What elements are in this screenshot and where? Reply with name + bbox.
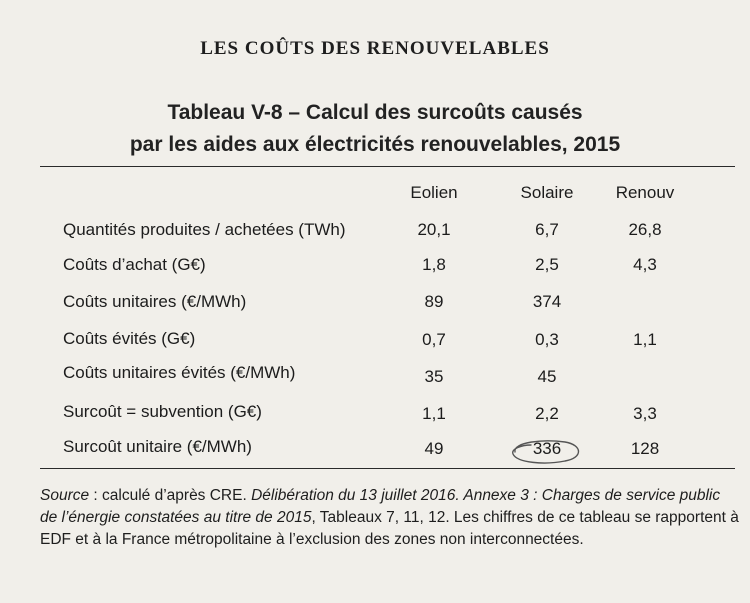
- cell-solaire: 336: [532, 439, 562, 458]
- row-label: Coûts unitaires (€/MWh): [63, 292, 247, 311]
- cell-renouv: 128: [630, 439, 660, 458]
- source-text-2: Délibération du 13 juillet 2016. Annexe 3 : Charges de service public de l’énergie constatées au titre de 2015: [40, 487, 721, 526]
- row-label: Surcoût unitaire (€/MWh): [63, 437, 252, 456]
- row-label: Coûts évités (G€): [63, 329, 196, 348]
- table-source-note: [40, 485, 740, 551]
- source-text-1: : calculé d’après CRE.: [89, 487, 252, 504]
- cell-eolien: 1,8: [422, 255, 446, 274]
- table-bottom-rule: [40, 468, 735, 469]
- row-label: Quantités produites / achetées (TWh): [63, 220, 346, 239]
- row-label: Surcoût = subvention (G€): [63, 402, 262, 421]
- cell-eolien: 35: [424, 367, 444, 386]
- table-title-line-2: par les aides aux électricités renouvelables, 2015: [129, 133, 621, 156]
- cell-renouv: 26,8: [628, 220, 662, 239]
- source-text-3: , Tableaux 7, 11, 12. Les chiffres de ce tableau se rapportent à EDF et à la France métropolitaine à l’exclusion des zones non interconnectées.: [40, 509, 739, 548]
- cell-eolien: 20,1: [417, 220, 451, 239]
- cell-solaire: 0,3: [535, 330, 559, 349]
- cell-eolien: 0,7: [422, 330, 446, 349]
- running-head: LES COÛTS DES RENOUVELABLES: [200, 38, 550, 59]
- cell-solaire: 45: [537, 367, 557, 386]
- cell-solaire: 2,5: [535, 255, 559, 274]
- cell-renouv: 3,3: [633, 404, 657, 423]
- source-lead: Source: [40, 487, 90, 504]
- cell-eolien: 49: [424, 439, 444, 458]
- table-title-line-1: Tableau V-8 – Calcul des surcoûts causés: [167, 101, 583, 124]
- column-header-renouv: Renouv: [615, 183, 675, 202]
- cell-eolien: 89: [424, 292, 444, 311]
- cell-solaire: 374: [532, 292, 562, 311]
- cell-renouv: 1,1: [633, 330, 657, 349]
- cell-renouv: 4,3: [633, 255, 657, 274]
- row-label: Coûts d’achat (G€): [63, 255, 206, 274]
- column-header-solaire: Solaire: [520, 183, 574, 202]
- hand-drawn-circle-mark: [507, 436, 585, 466]
- cell-solaire: 2,2: [535, 404, 559, 423]
- cell-solaire: 6,7: [535, 220, 559, 239]
- column-header-eolien: Eolien: [410, 183, 458, 202]
- table-top-rule: [40, 166, 735, 167]
- cell-eolien: 1,1: [422, 404, 446, 423]
- row-label: Coûts unitaires évités (€/MWh): [63, 363, 296, 382]
